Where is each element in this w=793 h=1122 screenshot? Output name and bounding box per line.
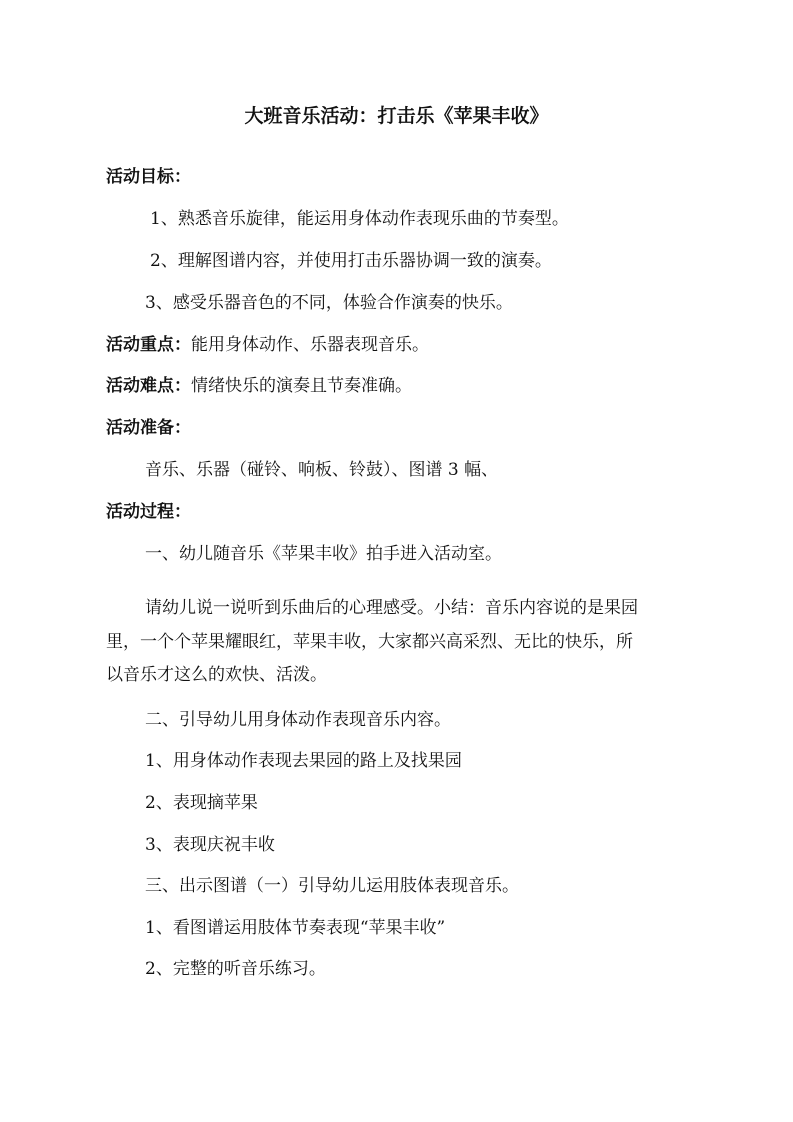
process-line: 以音乐才这么的欢快、活泼。 [106, 665, 327, 685]
prep-heading: 活动准备： [106, 418, 191, 438]
process-line: 请幼儿说一说听到乐曲后的心理感受。小结：音乐内容说的是果园 [145, 598, 638, 618]
document-title: 大班音乐活动：打击乐《苹果丰收》 [244, 105, 549, 127]
process-line: 2、表现摘苹果 [145, 793, 258, 813]
focus-paragraph [106, 334, 429, 356]
goal-item: 3、感受乐器音色的不同，体验合作演奏的快乐。 [145, 293, 513, 313]
difficulty-label: 活动难点： [106, 376, 191, 396]
goals-heading: 活动目标： [106, 167, 191, 187]
process-line: 2、完整的听音乐练习。 [145, 959, 326, 979]
difficulty-text: 情绪快乐的演奏且节奏准确。 [191, 376, 412, 396]
process-line: 三、出示图谱（一）引导幼儿运用肢体表现音乐。 [145, 876, 519, 896]
difficulty-paragraph [106, 375, 412, 397]
goal-item: 1、熟悉音乐旋律，能运用身体动作表现乐曲的节奏型。 [150, 209, 569, 229]
focus-label: 活动重点： [106, 335, 191, 355]
process-line: 3、表现庆祝丰收 [145, 835, 275, 855]
process-line: 1、看图谱运用肢体节奏表现“苹果丰收” [145, 918, 446, 938]
process-line: 里，一个个苹果耀眼红，苹果丰收，大家都兴高采烈、无比的快乐，所 [106, 632, 633, 652]
process-line: 一、幼儿随音乐《苹果丰收》拍手进入活动室。 [145, 544, 502, 564]
prep-text: 音乐、乐器（碰铃、响板、铃鼓）、图谱 3 幅、 [145, 460, 499, 480]
focus-text: 能用身体动作、乐器表现音乐。 [191, 335, 429, 355]
process-line: 二、引导幼儿用身体动作表现音乐内容。 [145, 710, 451, 730]
process-heading: 活动过程： [106, 502, 191, 522]
process-line: 1、用身体动作表现去果园的路上及找果园 [145, 751, 462, 771]
goal-item: 2、理解图谱内容，并使用打击乐器协调一致的演奏。 [150, 251, 552, 271]
